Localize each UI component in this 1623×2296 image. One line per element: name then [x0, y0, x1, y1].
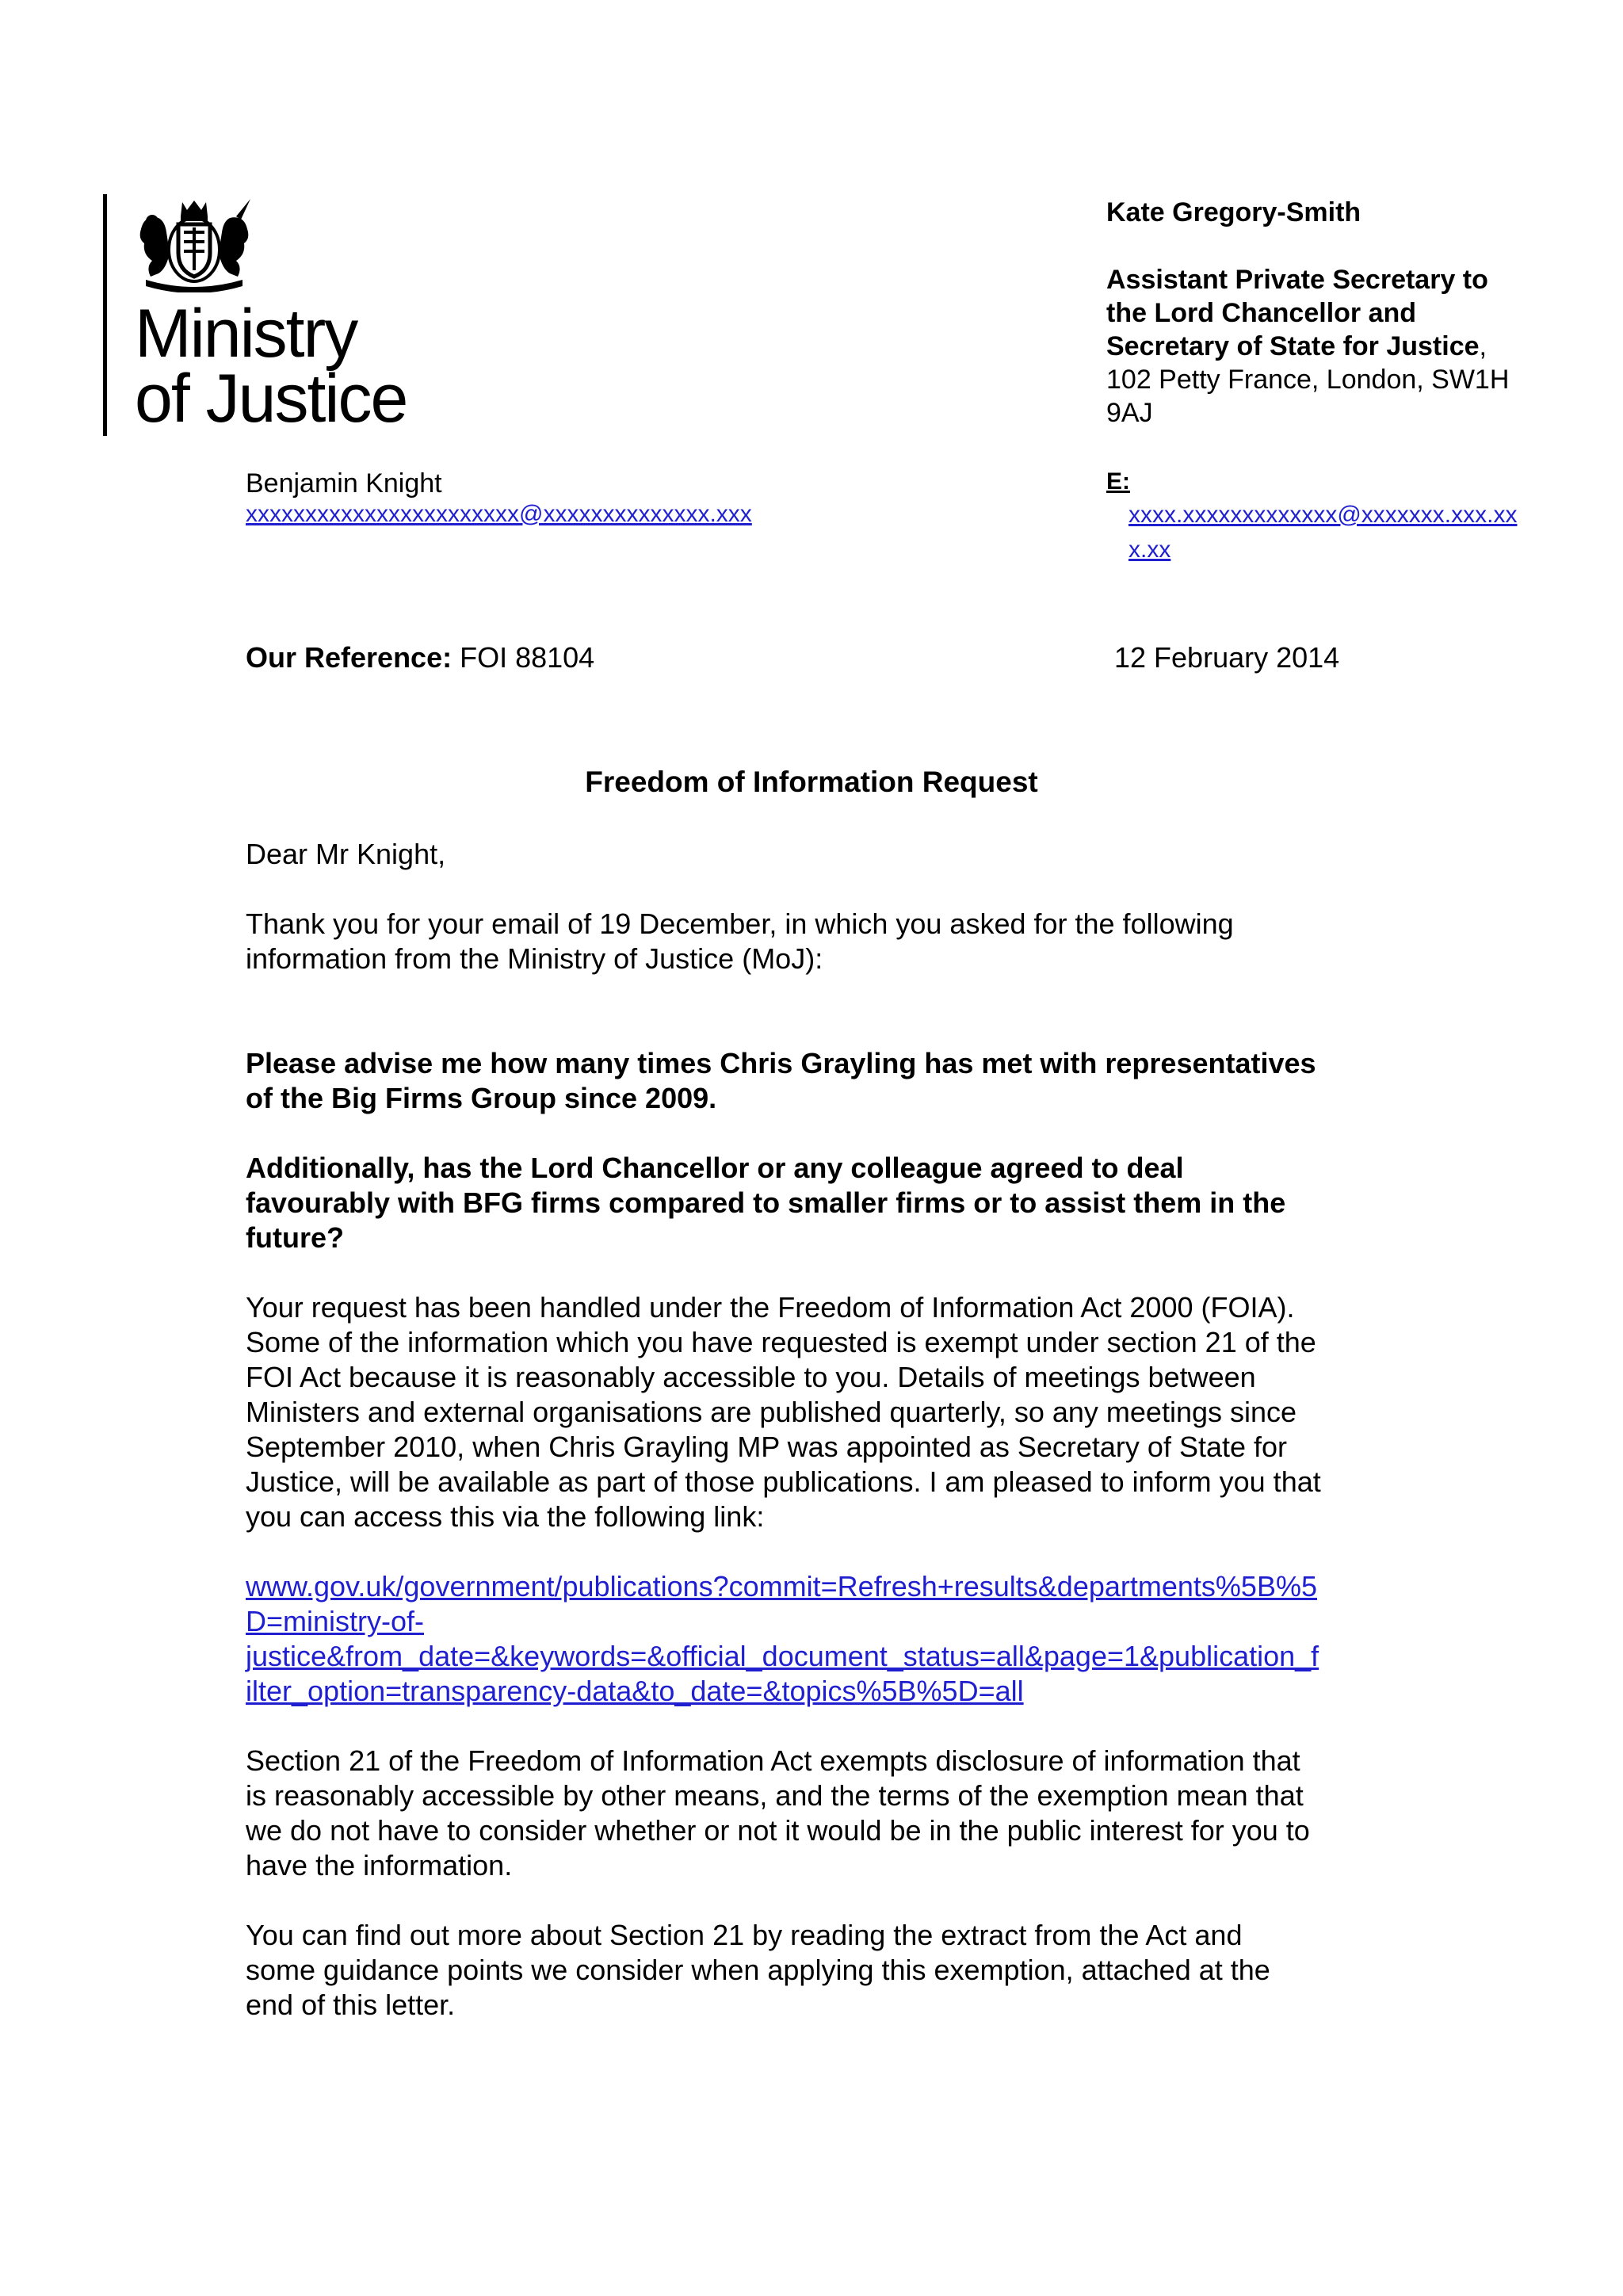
paragraph-line: Your request has been handled under the Freedom of Information Act 2000 (FOIA).: [246, 1291, 1295, 1324]
recipient-details: [246, 468, 880, 529]
sender-address-line: 9AJ: [1106, 398, 1153, 428]
letter-body: [246, 837, 1387, 2057]
logo-divider-bar: [103, 194, 107, 436]
paragraph-line: Please advise me how many times Chris Grayling has met with representatives: [246, 1047, 1316, 1079]
link-line[interactable]: ilter_option=transparency-data&to_date=&topics%5B%5D=all: [246, 1675, 1024, 1707]
paragraph-line: Ministers and external organisations are published quarterly, so any meetings since: [246, 1396, 1297, 1428]
response-paragraph: [246, 1290, 1387, 1534]
sender-role-line: Assistant Private Secretary to: [1106, 265, 1488, 295]
royal-coat-of-arms-icon: [135, 197, 254, 292]
sender-address: [1106, 363, 1550, 430]
recipient-name: Benjamin Knight: [246, 468, 442, 499]
sender-details: [1106, 195, 1550, 430]
logo-wordmark-line1: Ministry: [135, 296, 357, 372]
paragraph-line: favourably with BFG firms compared to smaller firms or to assist them in the: [246, 1186, 1286, 1219]
paragraph-line: Additionally, has the Lord Chancellor or any colleague agreed to deal: [246, 1152, 1184, 1184]
sender-email-line[interactable]: x.xx: [1128, 537, 1171, 563]
request-question-2: [246, 1151, 1387, 1255]
sender-role-comma: ,: [1479, 331, 1487, 361]
paragraph-line: Thank you for your email of 19 December, in which you asked for the following: [246, 907, 1234, 940]
sender-email-label: E:: [1106, 468, 1130, 495]
reference-line: [246, 640, 594, 675]
link-line[interactable]: D=ministry-of-: [246, 1605, 425, 1637]
salutation: Dear Mr Knight,: [246, 838, 446, 870]
section21-paragraph: [246, 1744, 1387, 1883]
sender-email-link[interactable]: [1106, 498, 1550, 567]
logo-wordmark: [135, 296, 407, 437]
publications-link[interactable]: [246, 1569, 1387, 1709]
link-line[interactable]: www.gov.uk/government/publications?commit=Refresh+results&departments%5B%5: [246, 1570, 1317, 1603]
paragraph-line: Section 21 of the Freedom of Information Act exempts disclosure of information that: [246, 1744, 1300, 1777]
paragraph-line: future?: [246, 1221, 344, 1254]
request-question-1: [246, 1046, 1387, 1116]
paragraph-line: you can access this via the following link:: [246, 1500, 765, 1533]
paragraph-line: of the Big Firms Group since 2009.: [246, 1082, 717, 1114]
sender-email-line[interactable]: xxxx.xxxxxxxxxxxxx@xxxxxxx.xxx.xx: [1128, 502, 1518, 528]
paragraph-line: we do not have to consider whether or not it would be in the public interest for you to: [246, 1814, 1310, 1847]
sender-role: [1106, 263, 1550, 363]
paragraph-line: have the information.: [246, 1849, 513, 1881]
paragraph-line: information from the Ministry of Justice (MoJ):: [246, 942, 823, 975]
paragraph-line: some guidance points we consider when applying this exemption, attached at the: [246, 1954, 1270, 1986]
further-info-paragraph: [246, 1918, 1387, 2023]
logo-wordmark-line2: of Justice: [135, 361, 407, 437]
paragraph-line: end of this letter.: [246, 1988, 456, 2021]
paragraph-line: Some of the information which you have requested is exempt under section 21 of the: [246, 1326, 1316, 1358]
paragraph-line: September 2010, when Chris Grayling MP was appointed as Secretary of State for: [246, 1431, 1288, 1463]
letter-date: 12 February 2014: [1114, 641, 1340, 674]
recipient-email-link[interactable]: xxxxxxxxxxxxxxxxxxxxxxx@xxxxxxxxxxxxxx.xxx: [246, 501, 752, 527]
sender-address-line: 102 Petty France, London, SW1H: [1106, 365, 1510, 395]
sender-role-line: the Lord Chancellor and: [1106, 298, 1417, 328]
intro-paragraph: [246, 907, 1387, 976]
paragraph-line: is reasonably accessible by other means, and the terms of the exemption mean that: [246, 1779, 1304, 1812]
sender-email-block: [1106, 466, 1550, 567]
link-line[interactable]: justice&from_date=&keywords=&official_document_status=all&page=1&publication_f: [246, 1640, 1319, 1672]
paragraph-line: You can find out more about Section 21 by reading the extract from the Act and: [246, 1919, 1243, 1951]
paragraph-line: FOI Act because it is reasonably accessible to you. Details of meetings between: [246, 1361, 1256, 1393]
reference-value: FOI 88104: [452, 641, 595, 674]
ministry-of-justice-logo: [103, 194, 436, 440]
sender-role-line: [1106, 330, 1550, 363]
letter-heading: Freedom of Information Request: [585, 766, 1038, 798]
sender-role-line-text: Secretary of State for Justice: [1106, 331, 1480, 361]
paragraph-line: Justice, will be available as part of those publications. I am pleased to inform you that: [246, 1465, 1321, 1498]
sender-name: Kate Gregory-Smith: [1106, 197, 1361, 227]
reference-label: Our Reference:: [246, 641, 453, 674]
